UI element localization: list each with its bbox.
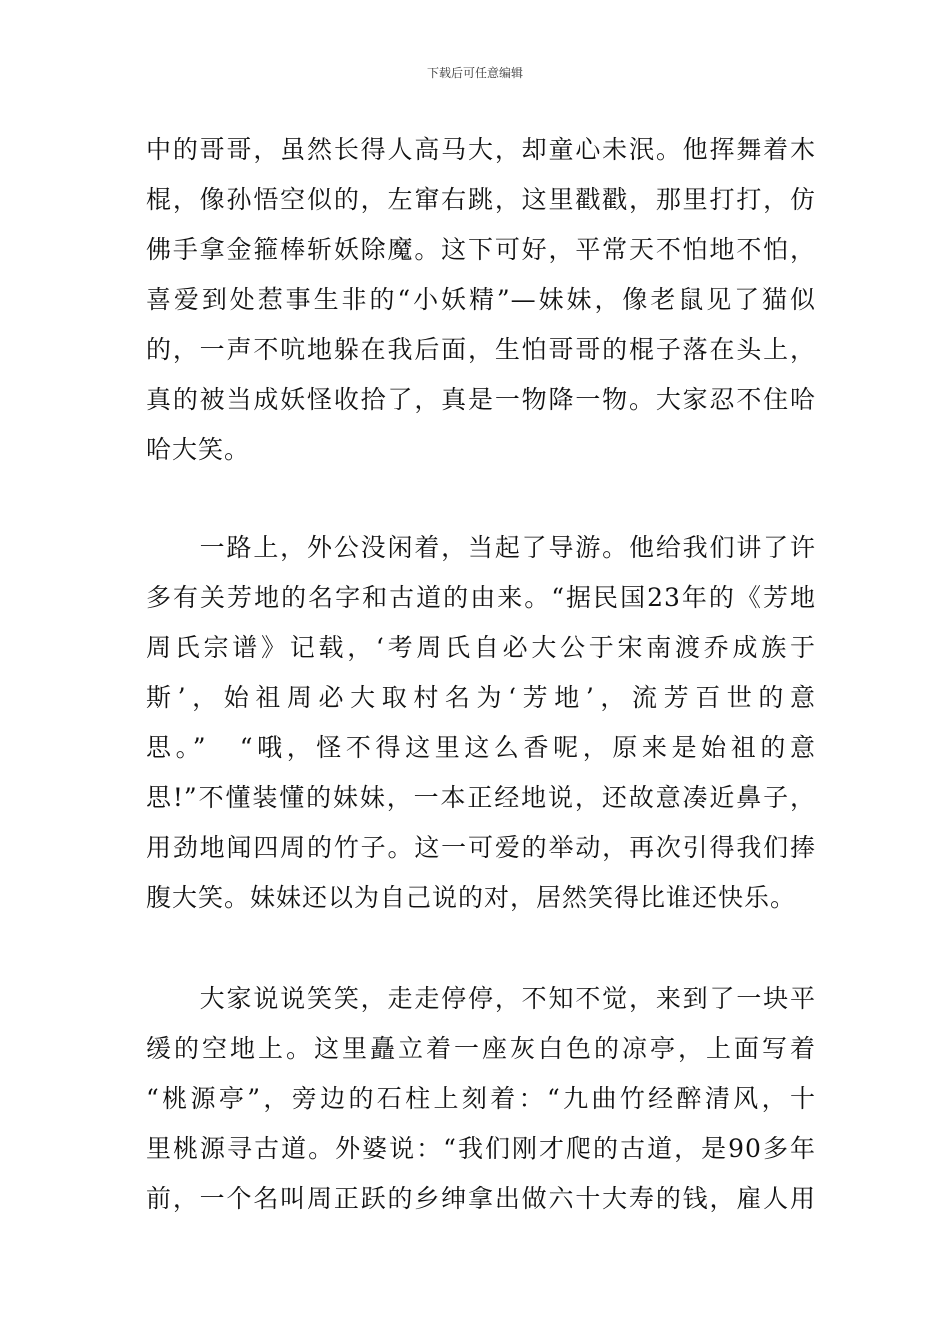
text-line: 佛手拿金箍棒斩妖除魔。这下可好，平常天不怕地不怕， [146, 235, 816, 264]
text-line: 斯’，始祖周必大取村名为‘芳地’，流芳百世的意 [146, 683, 816, 712]
page-header: 下载后可任意编辑 [426, 66, 523, 80]
text-line: 大家说说笑笑，走走停停，不知不觉，来到了一块平 [146, 984, 816, 1013]
text-line: 哈大笑。 [146, 435, 251, 464]
text-line: 多有关芳地的名字和古道的由来。“据民国23年的《芳地 [146, 583, 816, 612]
text-line: 周氏宗谱》记载，‘考周氏自必大公于宋南渡乔成族于 [146, 633, 816, 662]
text-line: 棍，像孙悟空似的，左窜右跳，这里戳戳，那里打打，仿 [146, 185, 816, 214]
text-line: 的，一声不吭地躲在我后面，生怕哥哥的棍子落在头上， [146, 335, 816, 364]
text-line: 里桃源寻古道。外婆说：“我们刚才爬的古道，是90多年 [146, 1134, 816, 1163]
text-line: 中的哥哥，虽然长得人高马大，却童心未泯。他挥舞着木 [146, 135, 816, 164]
text-line: 用劲地闻四周的竹子。这一可爱的举动，再次引得我们捧 [146, 833, 816, 862]
text-line: 缓的空地上。这里矗立着一座灰白色的凉亭，上面写着 [146, 1034, 816, 1063]
text-line: 思!”不懂装懂的妹妹，一本正经地说，还故意凑近鼻子， [146, 783, 816, 812]
text-line: 前，一个名叫周正跃的乡绅拿出做六十大寿的钱，雇人用 [146, 1184, 816, 1213]
text-line: 喜爱到处惹事生非的“小妖精”—妹妹，像老鼠见了猫似 [146, 285, 816, 314]
text-line: 思。” “哦，怪不得这里这么香呢，原来是始祖的意 [146, 733, 816, 762]
text-line: 腹大笑。妹妹还以为自己说的对，居然笑得比谁还快乐。 [146, 883, 797, 912]
text-line: 真的被当成妖怪收拾了，真是一物降一物。大家忍不住哈 [146, 385, 816, 414]
text-line: “桃源亭”，旁边的石柱上刻着：“九曲竹经醉清风，十 [146, 1084, 816, 1113]
text-line: 一路上，外公没闲着，当起了导游。他给我们讲了许 [146, 533, 816, 562]
